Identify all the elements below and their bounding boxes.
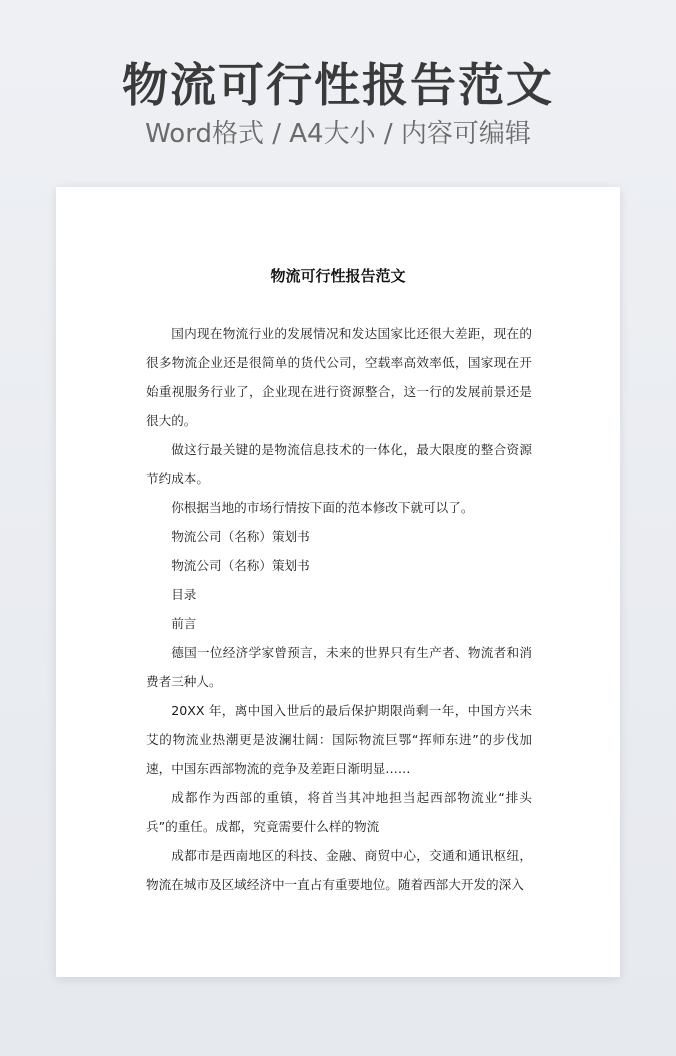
paragraph: 目录 xyxy=(171,587,197,602)
paragraph: 做这行最关键的是物流信息技术的一体化，最大限度的整合资源节约成本。 xyxy=(146,442,532,486)
paragraph: 20XX 年，离中国入世后的最后保护期限尚剩一年，中国方兴未艾的物流业热潮更是波澜壮阔：国际物流巨鄂“挥师东进”的步伐加速，中国东西部物流的竞争及差距日渐明显…… xyxy=(146,703,532,776)
paragraph: 前言 xyxy=(171,616,197,631)
document-title: 物流可行性报告范文 xyxy=(270,267,406,285)
document-body xyxy=(146,319,532,899)
paragraph: 德国一位经济学家曾预言，未来的世界只有生产者、物流者和消费者三种人。 xyxy=(146,645,532,689)
paragraph: 你根据当地的市场行情按下面的范本修改下就可以了。 xyxy=(171,500,474,515)
paragraph: 成都市是西南地区的科技、金融、商贸中心，交通和通讯枢纽，物流在城市及区域经济中一直占有重要地位。随着西部大开发的深入 xyxy=(146,848,532,892)
paragraph: 物流公司（名称）策划书 xyxy=(171,529,310,544)
paragraph: 物流公司（名称）策划书 xyxy=(171,558,310,573)
banner-subtitle: Word格式 / A4大小 / 内容可编辑 xyxy=(145,119,531,149)
banner-title: 物流可行性报告范文 xyxy=(122,58,554,112)
document-page xyxy=(56,187,620,977)
paragraph: 国内现在物流行业的发展情况和发达国家比还很大差距，现在的很多物流企业还是很简单的货代公司，空载率高效率低，国家现在开始重视服务行业了，企业现在进行资源整合，这一行的发展前景还是很大的。 xyxy=(146,326,532,428)
paragraph: 成都作为西部的重镇，将首当其冲地担当起西部物流业“排头兵”的重任。成都，究竟需要什么样的物流 xyxy=(146,790,532,834)
